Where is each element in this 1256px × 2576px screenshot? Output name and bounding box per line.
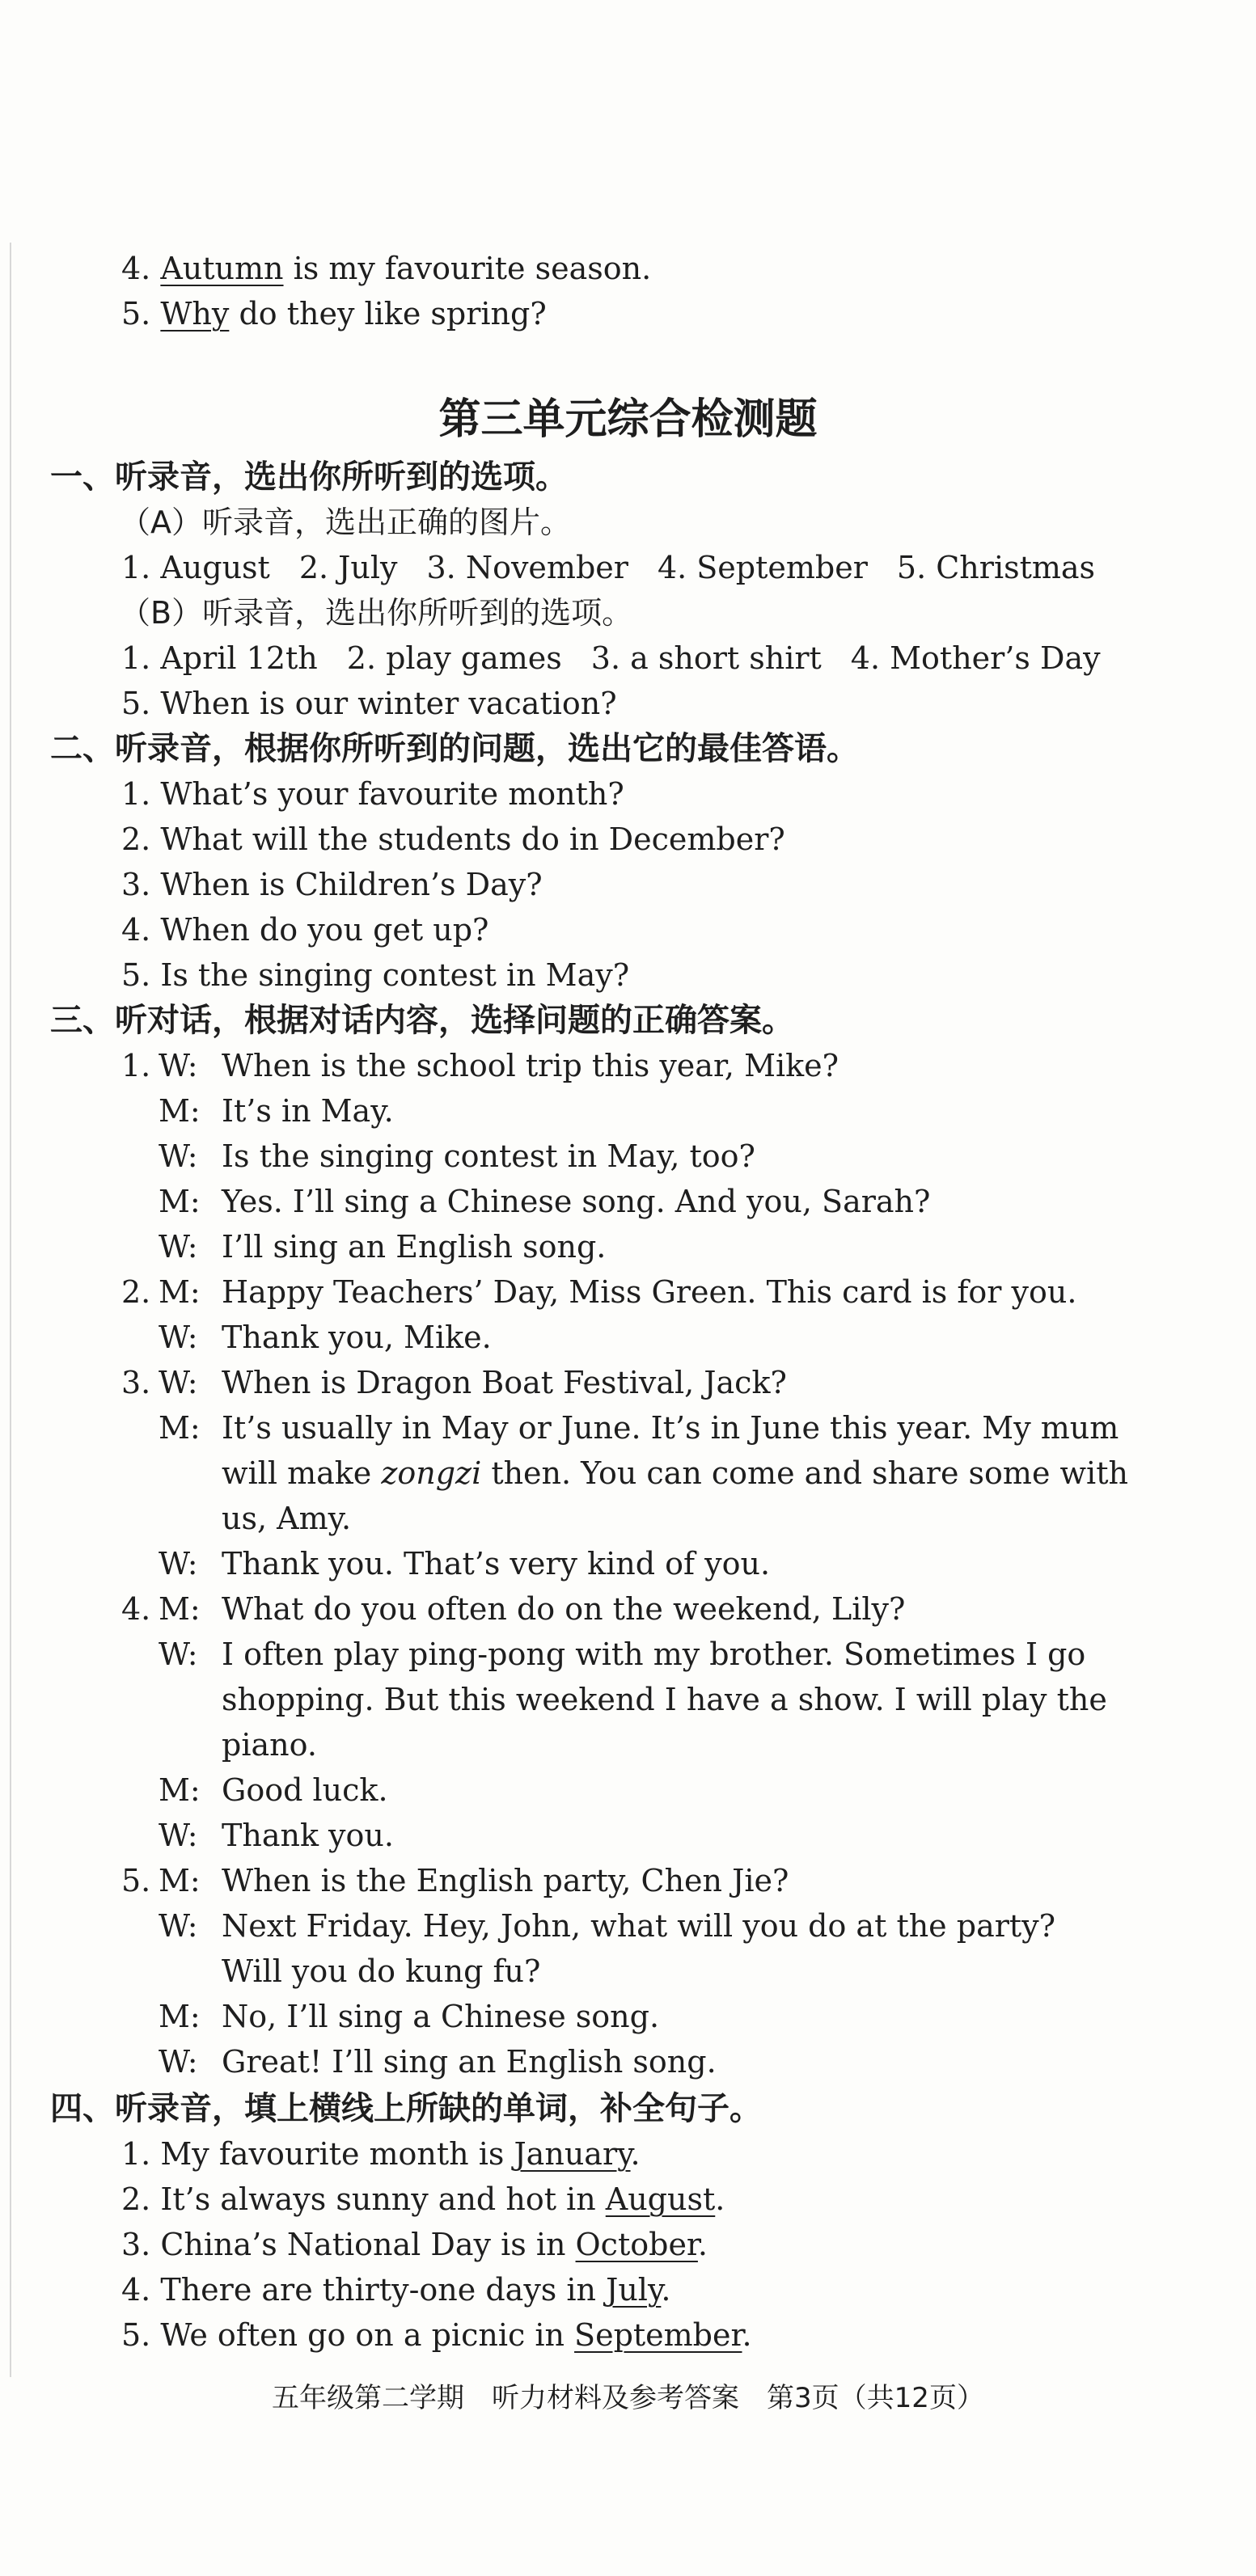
item-number: 2.	[121, 2181, 151, 2217]
sentence-text: We often go on a picnic in	[160, 2317, 575, 2353]
answer-word: October	[575, 2227, 698, 2262]
dialogue-line	[121, 1135, 755, 1177]
dialogue-line	[121, 1090, 394, 1132]
list-item	[121, 2223, 708, 2266]
sentence-text: .	[661, 2272, 671, 2308]
sentence-text: .	[697, 2227, 708, 2262]
sentence-text: There are thirty-one days in	[160, 2272, 607, 2308]
option-row-b	[121, 637, 1101, 679]
speaker-label: W:	[159, 1138, 198, 1174]
option-item: 4. September	[657, 550, 868, 585]
speaker-label: M:	[159, 1999, 201, 2034]
item-number: 3.	[121, 1365, 151, 1400]
section-heading-3: 三、听对话，根据对话内容，选择问题的正确答案。	[50, 1002, 794, 1039]
speaker-label: W:	[159, 1908, 198, 1944]
list-item: 1. What’s your favourite month?	[121, 776, 624, 812]
dialogue-text: Thank you. That’s very kind of you.	[222, 1546, 771, 1581]
speaker-label: W:	[159, 1818, 198, 1853]
list-item: 5. When is our winter vacation?	[121, 686, 617, 721]
option-item: 5. Christmas	[896, 550, 1096, 585]
dialogue-text: Yes. I’ll sing a Chinese song. And you, Sarah?	[222, 1184, 931, 1219]
dialogue-line	[121, 1905, 1055, 1947]
sentence-text: .	[630, 2136, 641, 2172]
list-item: 3. When is Children’s Day?	[121, 867, 543, 902]
dialogue-line	[121, 1407, 1119, 1449]
dialogue-line	[121, 1045, 839, 1087]
dialogue-line	[121, 1180, 930, 1223]
dialogue-text: Great! I’ll sing an English song.	[222, 2044, 717, 2080]
subsection-heading-b: （B）听录音，选出你所听到的选项。	[120, 595, 633, 631]
dialogue-line	[121, 1814, 394, 1856]
speaker-label: M:	[159, 1274, 201, 1310]
dialogue-line	[121, 1452, 1128, 1494]
dialogue-line	[121, 1724, 317, 1766]
option-item: 4. Mother’s Day	[850, 640, 1101, 676]
speaker-label: W:	[159, 1546, 198, 1581]
speaker-label: M:	[159, 1863, 201, 1898]
dialogue-text: I’ll sing an English song.	[222, 1229, 607, 1265]
option-item: 2. July	[298, 550, 398, 585]
dialogue-text: When is Dragon Boat Festival, Jack?	[222, 1365, 787, 1400]
dialogue-text: It’s usually in May or June. It’s in June this year. My mum	[222, 1410, 1119, 1446]
speaker-label: W:	[159, 1636, 198, 1672]
section-heading-4: 四、听录音，填上横线上所缺的单词，补全句子。	[50, 2090, 762, 2127]
dialogue-line	[121, 1995, 659, 2038]
option-item: 2. play games	[346, 640, 562, 676]
dialogue-text: When is the English party, Chen Jie?	[222, 1863, 789, 1898]
dialogue-text: Next Friday. Hey, John, what will you do at the party?	[222, 1908, 1056, 1944]
dialogue-text: Is the singing contest in May, too?	[222, 1138, 755, 1174]
dialogue-text: Happy Teachers’ Day, Miss Green. This card is for you.	[222, 1274, 1077, 1310]
speaker-label: W:	[159, 1048, 198, 1083]
list-item	[121, 2178, 725, 2220]
unit-title: 第三单元综合检测题	[438, 395, 818, 444]
dialogue-text: shopping. But this weekend I have a show. I will play the	[222, 1682, 1107, 1717]
page-footer: 五年级第二学期 听力材料及参考答案 第3页（共12页）	[272, 2382, 984, 2414]
list-item: 5. Is the singing contest in May?	[121, 957, 630, 993]
answer-word: Why	[160, 296, 230, 332]
dialogue-text: When is the school trip this year, Mike?	[222, 1048, 839, 1083]
item-number: 4.	[121, 2272, 151, 2308]
dialogue-line	[121, 1633, 1085, 1675]
dialogue-text: It’s in May.	[222, 1093, 394, 1129]
speaker-label: M:	[159, 1093, 201, 1129]
list-item: 4. When do you get up?	[121, 912, 489, 948]
sentence-text: China’s National Day is in	[160, 2227, 576, 2262]
item-number: 1.	[121, 1048, 151, 1083]
dialogue-line	[121, 1588, 905, 1630]
dialogue-line	[121, 1316, 492, 1358]
speaker-label: W:	[159, 1365, 198, 1400]
sentence-text: .	[742, 2317, 752, 2353]
list-item	[121, 2314, 752, 2356]
item-number: 5.	[121, 2317, 151, 2353]
item-number: 5.	[121, 1863, 151, 1898]
list-item	[121, 2133, 641, 2175]
item-number: 3.	[121, 2227, 151, 2262]
answer-word: Autumn	[160, 251, 284, 286]
dialogue-text: piano.	[222, 1727, 317, 1763]
dialogue-line	[121, 1769, 388, 1811]
item-number: 2.	[121, 1274, 151, 1310]
dialogue-text: Good luck.	[222, 1772, 388, 1808]
sentence-text: It’s always sunny and hot in	[160, 2181, 606, 2217]
section-heading-1: 一、听录音，选出你所听到的选项。	[50, 458, 568, 496]
option-item: 1. April 12th	[121, 640, 318, 676]
speaker-label: M:	[159, 1184, 201, 1219]
dialogue-line	[121, 1271, 1076, 1313]
sentence-text: My favourite month is	[160, 2136, 514, 2172]
dialogue-text: will make	[222, 1455, 382, 1491]
dialogue-text: No, I’ll sing a Chinese song.	[222, 1999, 660, 2034]
dialogue-line	[121, 1543, 770, 1585]
speaker-label: M:	[159, 1591, 201, 1627]
speaker-label: W:	[159, 1229, 198, 1265]
dialogue-text: then. You can come and share some with	[481, 1455, 1128, 1491]
answer-word: August	[605, 2181, 716, 2217]
subsection-heading-a: （A）听录音，选出正确的图片。	[120, 505, 571, 540]
dialogue-text: I often play ping-pong with my brother. Sometimes I go	[222, 1636, 1086, 1672]
dialogue-line	[121, 1679, 1107, 1721]
list-item: 4. Autumn is my favourite season.	[121, 251, 652, 286]
speaker-label: W:	[159, 1320, 198, 1355]
margin-rule	[10, 243, 11, 2377]
option-item: 1. August	[121, 550, 270, 585]
dialogue-text: Thank you.	[222, 1818, 394, 1853]
dialogue-line	[121, 1860, 789, 1902]
option-item: 3. November	[426, 550, 628, 585]
answer-word: January	[514, 2136, 631, 2172]
dialogue-text: us, Amy.	[222, 1501, 352, 1536]
dialogue-text: Thank you, Mike.	[222, 1320, 492, 1355]
italic-word: zongzi	[381, 1455, 482, 1491]
dialogue-line	[121, 1950, 540, 1992]
list-item	[121, 2269, 670, 2311]
dialogue-line	[121, 1362, 787, 1404]
speaker-label: W:	[159, 2044, 198, 2080]
option-item: 3. a short shirt	[590, 640, 822, 676]
speaker-label: M:	[159, 1772, 201, 1808]
dialogue-line	[121, 2041, 717, 2083]
section-heading-2: 二、听录音，根据你所听到的问题，选出它的最佳答语。	[50, 730, 859, 767]
list-item: 5. Why do they like spring?	[121, 296, 547, 332]
item-number: 4.	[121, 1591, 151, 1627]
dialogue-line	[121, 1226, 606, 1268]
option-row-a	[121, 547, 1095, 589]
speaker-label: M:	[159, 1410, 201, 1446]
answer-word: July	[606, 2272, 662, 2308]
answer-word: September	[574, 2317, 742, 2353]
item-number: 1.	[121, 2136, 151, 2172]
sentence-text: .	[715, 2181, 725, 2217]
dialogue-line	[121, 1497, 351, 1539]
list-item: 2. What will the students do in December?	[121, 821, 785, 857]
dialogue-text: What do you often do on the weekend, Lily?	[222, 1591, 906, 1627]
dialogue-text: Will you do kung fu?	[222, 1953, 541, 1989]
